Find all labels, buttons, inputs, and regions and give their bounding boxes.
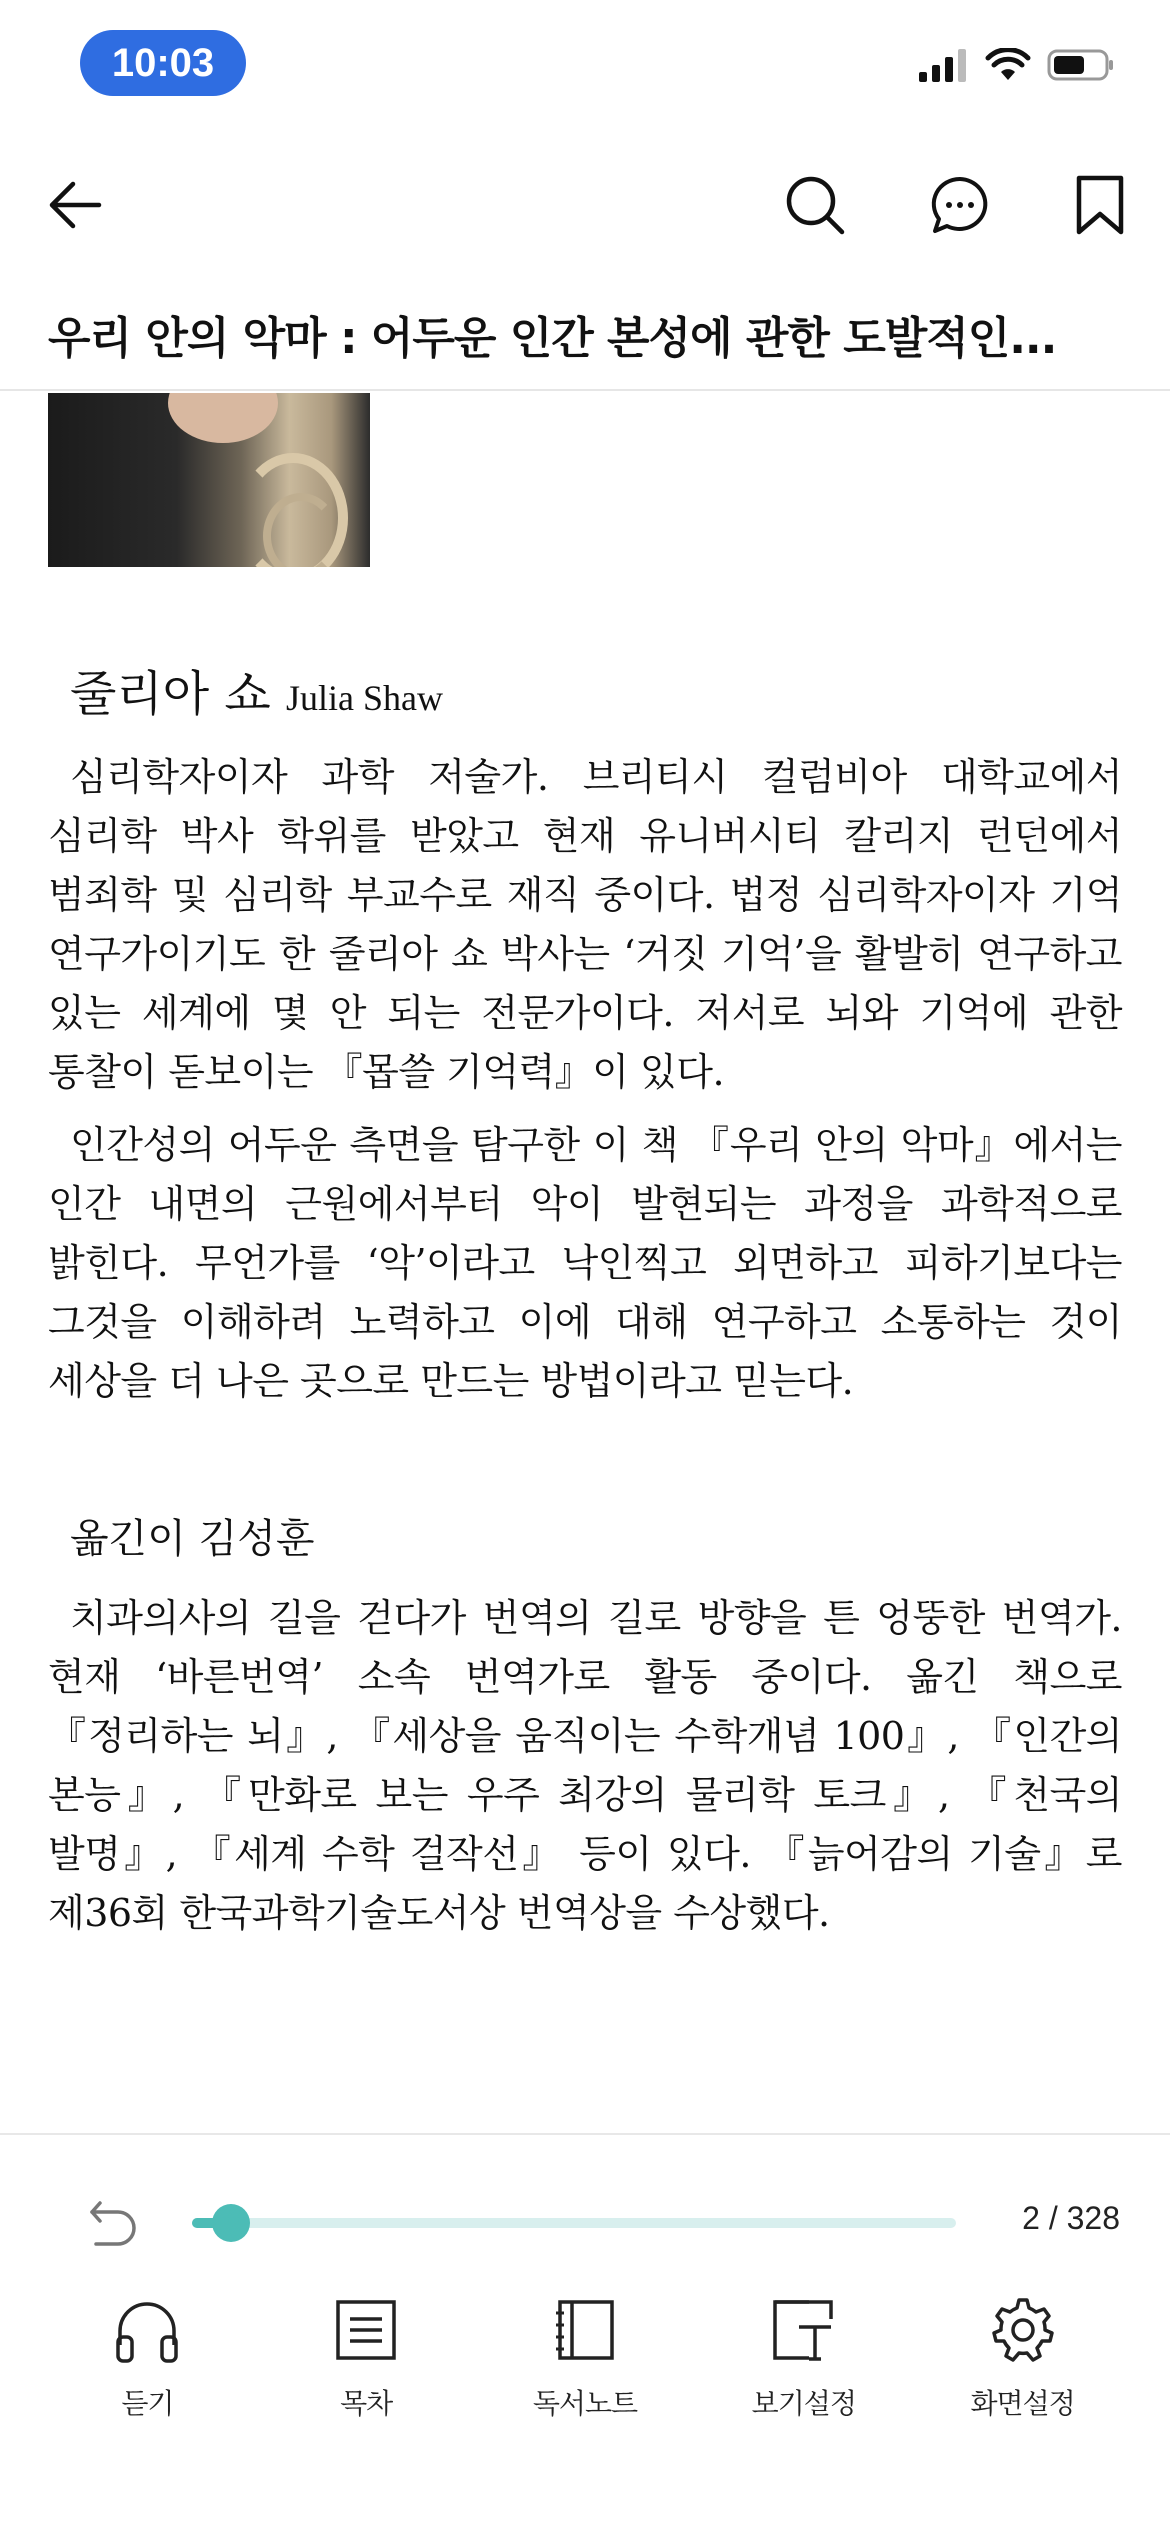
cellular-signal-icon	[919, 48, 969, 82]
author-name-en: Julia Shaw	[286, 678, 443, 718]
page-progress-slider[interactable]	[192, 2218, 956, 2228]
text-view-settings-icon	[769, 2297, 839, 2363]
comments-button[interactable]	[915, 160, 1005, 250]
translator-heading: 옮긴이 김성훈	[70, 1516, 315, 1562]
header-divider	[0, 389, 1170, 391]
tab-table-of-contents[interactable]	[276, 2290, 456, 2440]
back-button[interactable]	[30, 160, 120, 250]
wifi-icon	[985, 48, 1031, 82]
page-indicator: 2 / 328	[1022, 2200, 1120, 2236]
top-nav	[0, 160, 1170, 250]
tab-screen-settings[interactable]	[933, 2290, 1113, 2440]
page-progress-thumb[interactable]	[212, 2204, 250, 2242]
tab-listen-label: 듣기	[121, 2387, 174, 2420]
table-of-contents-icon	[333, 2297, 399, 2363]
reading-content	[48, 666, 1122, 1957]
tab-view-settings-label: 보기설정	[751, 2387, 856, 2420]
comment-bubble-icon	[929, 174, 991, 236]
status-bar	[0, 0, 1170, 130]
author-book-paragraph: 인간성의 어두운 측면을 탐구한 이 책 『우리 안의 악마』에서는 인간 내면의 근원에서부터 악이 발현되는 과정을 과학적으로 밝힌다. 무언가를 ‘악’이라고 낙인찍고 외면하고 피하기보다는 그것을 이해하려 노력하고 이에 대해 연구하고 소통하는 것이 세상을 더 나은 곳으로 만드는 방법이라고 믿는다.	[48, 1123, 1122, 1403]
bookmark-icon	[1073, 174, 1127, 236]
undo-icon	[86, 2195, 142, 2251]
tab-toc-label: 목차	[340, 2387, 393, 2420]
search-icon	[784, 174, 846, 236]
status-time: 10:03	[80, 30, 246, 96]
translator-bio-paragraph: 치과의사의 길을 걷다가 번역의 길로 방향을 튼 엉뚱한 번역가. 현재 ‘바른번역’ 소속 번역가로 활동 중이다. 옮긴 책으로 『정리하는 뇌』, 『세상을 움직이는 수학개념 100』, 『인간의 본능』, 『만화로 보는 우주 최강의 물리학 토크』, 『천국의 발명』, 『세계 수학 걸작선』 등이 있다. 『늙어감의 기술』로 제36회 한국과학기술도서상 번역상을 수상했다.	[48, 1596, 1122, 1935]
author-heading	[70, 666, 1122, 722]
tab-listen[interactable]	[57, 2290, 237, 2440]
search-button[interactable]	[770, 160, 860, 250]
tab-reading-notes[interactable]	[495, 2290, 675, 2440]
book-title: 우리 안의 악마 : 어두운 인간 본성에 관한 도발적인...	[48, 313, 1057, 364]
tab-screen-settings-label: 화면설정	[970, 2387, 1075, 2420]
headphones-icon	[112, 2295, 182, 2365]
bottom-divider	[0, 2133, 1170, 2135]
notebook-icon	[552, 2297, 618, 2363]
tab-reading-notes-label: 독서노트	[532, 2387, 638, 2420]
gear-icon	[989, 2296, 1057, 2364]
author-name-ko: 줄리아 쇼	[70, 666, 271, 722]
battery-icon	[1047, 48, 1115, 82]
bottom-tab-bar	[0, 2290, 1170, 2440]
undo-page-button[interactable]	[86, 2195, 142, 2251]
tab-view-settings[interactable]	[714, 2290, 894, 2440]
author-photo	[48, 393, 370, 567]
bookmark-button[interactable]	[1055, 160, 1145, 250]
status-icons	[919, 48, 1115, 82]
author-bio-paragraph: 심리학자이자 과학 저술가. 브리티시 컬럼비아 대학교에서 심리학 박사 학위를 받았고 현재 유니버시티 칼리지 런던에서 범죄학 및 심리학 부교수로 재직 중이다. 법정 심리학자이자 기억 연구가이기도 한 줄리아 쇼 박사는 ‘거짓 기억’을 활발히 연구하고 있는 세계에 몇 안 되는 전문가이다. 저서로 뇌와 기억에 관한 통찰이 돋보이는 『몹쓸 기억력』이 있다.	[48, 755, 1122, 1094]
back-arrow-icon	[45, 175, 105, 235]
